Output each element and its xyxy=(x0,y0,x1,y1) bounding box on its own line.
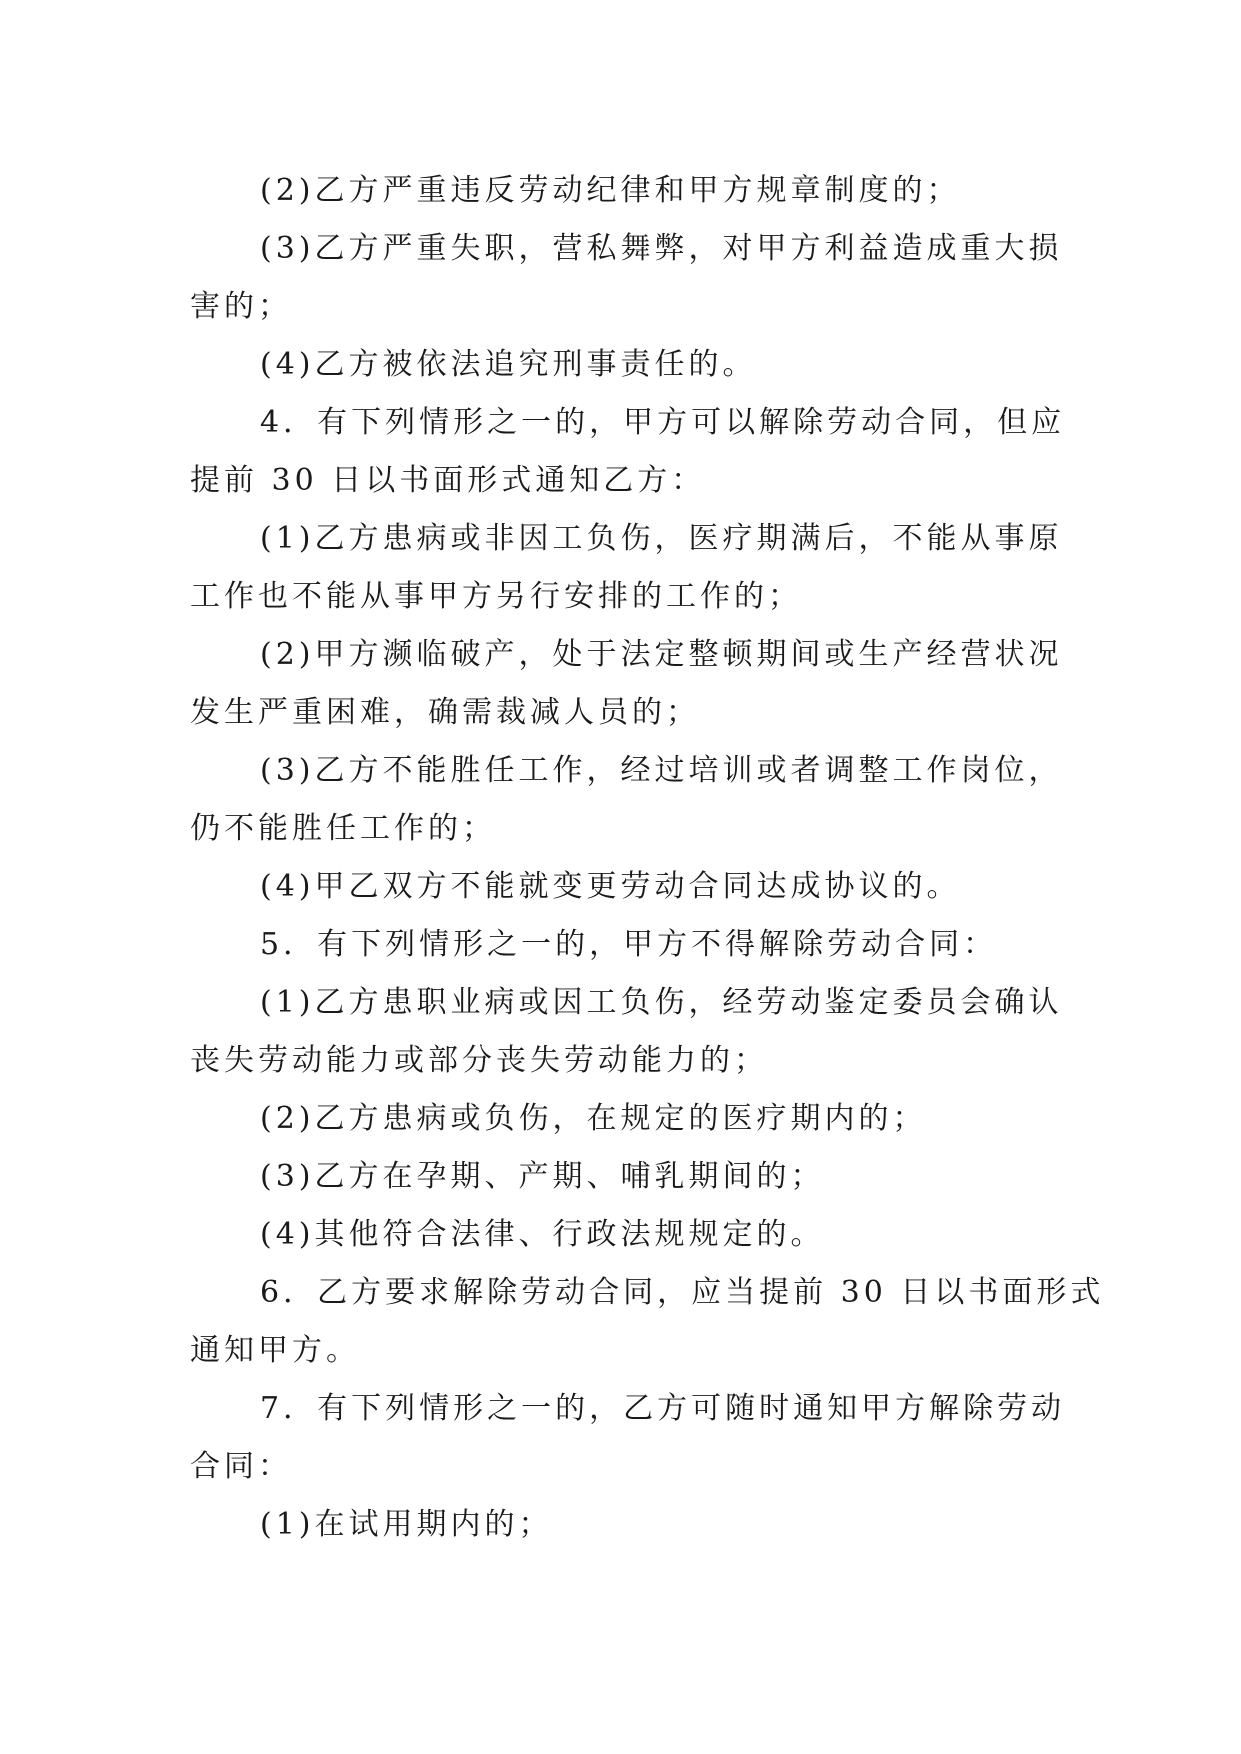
paragraph xyxy=(190,220,1063,336)
text-line: (2)甲方濒临破产，处于法定整顿期间或生产经营状况 xyxy=(260,637,1063,672)
text-line: (2)乙方严重违反劳动纪律和甲方规章制度的； xyxy=(260,173,961,208)
paragraph xyxy=(190,974,1063,1090)
text-line: (1)乙方患病或非因工负伤，医疗期满后，不能从事原 xyxy=(260,521,1063,556)
text-line: (1)在试用期内的； xyxy=(260,1507,553,1542)
text-line: (3)乙方在孕期、产期、哺乳期间的； xyxy=(260,1159,825,1194)
paragraph xyxy=(190,162,1050,220)
document-body xyxy=(190,162,1105,1554)
text-line: 4．有下列情形之一的，甲方可以解除劳动合同，但应 xyxy=(260,405,1066,440)
paragraph xyxy=(190,336,1050,394)
text-line: (4)甲乙双方不能就变更劳动合同达成协议的。 xyxy=(260,869,961,904)
paragraph xyxy=(190,1264,1105,1380)
paragraph xyxy=(190,742,1063,858)
paragraph xyxy=(190,1090,1050,1148)
paragraph xyxy=(190,1496,1050,1554)
paragraph xyxy=(190,1148,1050,1206)
text-line: 工作也不能从事甲方另行安排的工作的； xyxy=(190,579,802,614)
text-line: 仍不能胜任工作的； xyxy=(190,811,496,846)
text-line: (2)乙方患病或负伤，在规定的医疗期内的； xyxy=(260,1101,927,1136)
text-line: 害的； xyxy=(190,289,292,324)
text-line: 6．乙方要求解除劳动合同，应当提前 30 日以书面形式 xyxy=(260,1275,1105,1310)
paragraph xyxy=(190,916,1050,974)
text-line: 通知甲方。 xyxy=(190,1333,360,1368)
paragraph xyxy=(190,1380,1066,1496)
paragraph xyxy=(190,1206,1050,1264)
text-line: (4)乙方被依法追究刑事责任的。 xyxy=(260,347,757,382)
paragraph xyxy=(190,626,1063,742)
text-line: 合同： xyxy=(190,1449,292,1484)
text-line: 7．有下列情形之一的，乙方可随时通知甲方解除劳动 xyxy=(260,1391,1066,1426)
text-line: 发生严重困难，确需裁减人员的； xyxy=(190,695,700,730)
text-line: (3)乙方不能胜任工作，经过培训或者调整工作岗位， xyxy=(260,753,1063,788)
text-line: 提前 30 日以书面形式通知乙方： xyxy=(190,463,706,498)
paragraph xyxy=(190,858,1050,916)
text-line: 5．有下列情形之一的，甲方不得解除劳动合同： xyxy=(260,927,998,962)
paragraph xyxy=(190,510,1063,626)
paragraph xyxy=(190,394,1066,510)
text-line: (3)乙方严重失职，营私舞弊，对甲方利益造成重大损 xyxy=(260,231,1063,266)
text-line: (1)乙方患职业病或因工负伤，经劳动鉴定委员会确认 xyxy=(260,985,1063,1020)
text-line: 丧失劳动能力或部分丧失劳动能力的； xyxy=(190,1043,768,1078)
text-line: (4)其他符合法律、行政法规规定的。 xyxy=(260,1217,825,1252)
